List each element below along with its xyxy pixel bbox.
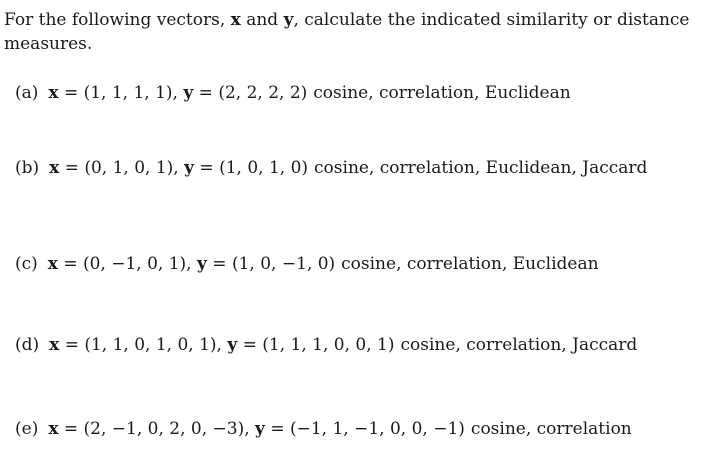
measures-list: cosine, correlation, Euclidean, Jaccard: [314, 158, 648, 178]
vector-y-name: y: [184, 158, 195, 178]
vector-y-value: = (1, 0, −1, 0): [212, 254, 336, 274]
vector-x-name: x: [48, 83, 59, 103]
problem-item-e: [15, 417, 721, 441]
measures-list: cosine, correlation: [470, 419, 632, 439]
vector-x-name: x: [48, 419, 59, 439]
problem-item-b: [15, 156, 721, 180]
vector-x-name: x: [47, 254, 58, 274]
vector-y-name: y: [227, 335, 238, 355]
vector-x-value: = (1, 1, 1, 1),: [63, 83, 178, 103]
intro-text-and: and: [240, 10, 284, 30]
measures-list: cosine, correlation, Jaccard: [400, 335, 638, 355]
vector-y-name: y: [183, 83, 194, 103]
vector-y-name: y: [197, 254, 207, 274]
instructions-paragraph: [4, 8, 716, 56]
vector-y-symbol: y: [283, 10, 294, 30]
measures-list: cosine, correlation, Euclidean: [313, 83, 571, 103]
vector-x-value: = (2, −1, 0, 2, 0, −3),: [63, 419, 250, 439]
vector-x-symbol: x: [230, 10, 241, 30]
intro-text-start: For the following vectors,: [4, 10, 231, 30]
vector-x-name: x: [49, 158, 60, 178]
problem-item-a: [15, 81, 721, 105]
problem-item-d: [15, 333, 721, 357]
intro-text-end: , calculate the indicated similarity or distance measures.: [4, 10, 690, 54]
measures-list: cosine, correlation, Euclidean: [341, 254, 599, 274]
vector-y-value: = (1, 1, 1, 0, 0, 1): [242, 335, 395, 355]
vector-x-name: x: [49, 335, 60, 355]
problem-label: (c): [15, 254, 38, 274]
vector-x-value: = (1, 1, 0, 1, 0, 1),: [64, 335, 222, 355]
vector-y-name: y: [255, 419, 265, 439]
vector-y-value: = (−1, 1, −1, 0, 0, −1): [270, 419, 465, 439]
problem-label: (d): [15, 335, 40, 355]
problem-label: (a): [15, 83, 39, 103]
vector-y-value: = (1, 0, 1, 0): [199, 158, 309, 178]
vector-y-value: = (2, 2, 2, 2): [198, 83, 308, 103]
problem-label: (b): [15, 158, 40, 178]
problem-label: (e): [15, 419, 39, 439]
problem-item-c: [15, 252, 721, 276]
vector-x-value: = (0, 1, 0, 1),: [64, 158, 179, 178]
vector-x-value: = (0, −1, 0, 1),: [63, 254, 192, 274]
